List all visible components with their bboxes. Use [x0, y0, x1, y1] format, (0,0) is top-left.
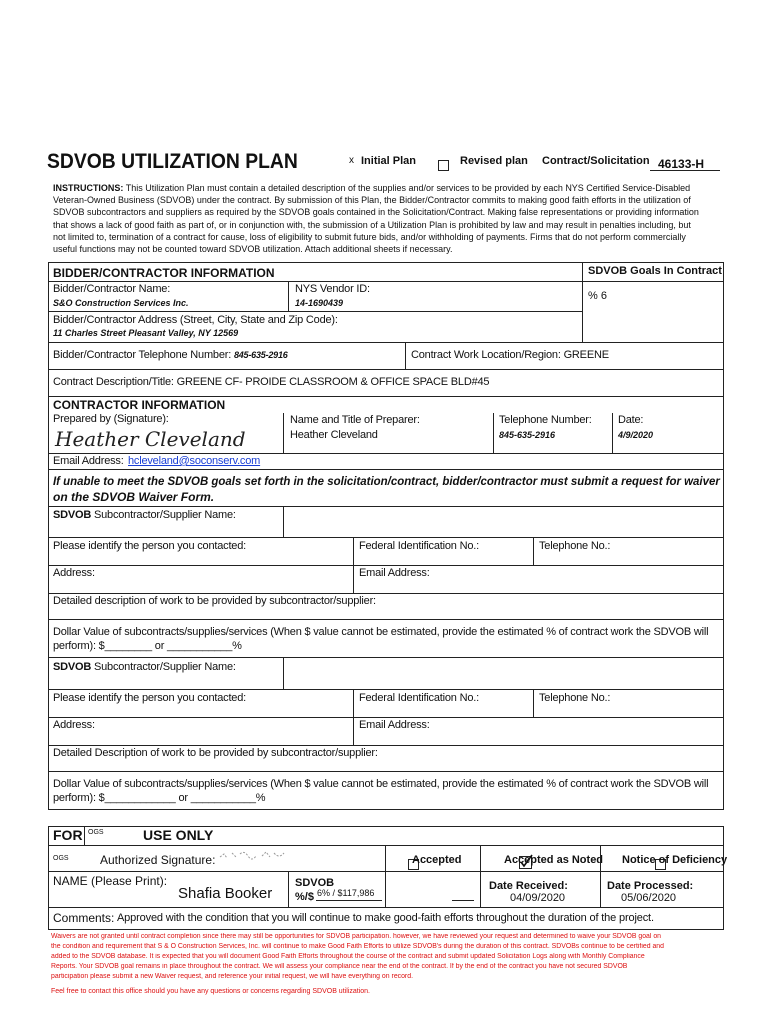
accepted-label: Accepted	[412, 854, 462, 866]
bidder-section-header: BIDDER/CONTRACTOR INFORMATION	[53, 266, 275, 280]
sub2-contacted-label: Please identify the person you contacted:	[53, 692, 246, 704]
contractor-phone-label: Telephone Number:	[499, 414, 592, 426]
sdvob-pct-value[interactable]: 6% / $117,986	[317, 888, 375, 898]
sdvob-goal-value[interactable]: % 6	[588, 290, 607, 302]
email-link[interactable]: hcleveland@soconserv.com	[128, 455, 261, 467]
sub1-fein-label: Federal Identification No.:	[359, 540, 479, 552]
revised-plan-checkbox[interactable]	[438, 160, 449, 171]
contractor-section-header: CONTRACTOR INFORMATION	[53, 398, 226, 412]
authorized-signature-label: Authorized Signature:	[100, 853, 216, 867]
sub1-phone-label: Telephone No.:	[539, 540, 611, 552]
contract-solicitation-label: Contract/Solicitation	[542, 155, 650, 167]
name-print-label: NAME (Please Print):	[53, 874, 168, 888]
sub2-email-label: Email Address:	[359, 719, 430, 731]
sub2-name-field[interactable]	[284, 658, 723, 688]
instructions-lead: INSTRUCTIONS:	[53, 183, 124, 193]
sub1-name-field[interactable]	[284, 507, 723, 537]
initial-plan-mark: x	[349, 155, 354, 166]
use-only-label: USE ONLY	[143, 827, 214, 843]
sub2-name-label: SDVOB Subcontractor/Supplier Name:	[53, 661, 236, 673]
vendor-id-label: NYS Vendor ID:	[295, 283, 370, 295]
sub2-work-label: Detailed Description of work to be provided by subcontractor/supplier:	[53, 747, 378, 759]
preparer-name-label: Name and Title of Preparer:	[290, 414, 420, 426]
work-location-value[interactable]: GREENE	[563, 349, 609, 361]
instructions-block: INSTRUCTIONS: This Utilization Plan must contain a detailed description of the supplies and/or services to be provided by each NYS Certified Service-Disabled Veteran-Owned Business (SDVOB) under the contract. By submission of this Plan, the Bidder/Contractor commits to making good faith efforts in the utilization of SDVOB subcontractors and suppliers as required by the SDVOB goals contained in the Solicitation/Contract. Making false representations or providing information that shows a lack of good faith as part of, or in conjunction with, the submission of a Utilization Plan is prohibited by law and may result in penalties including, but not limited to, termination of a contract for cause, loss of eligibility to submit future bids, and/or withholding of payments. Firms that do not perform commercially useful functions may not be counted toward SDVOB utilization. Attach additional sheets if necessary.	[53, 183, 699, 255]
bidder-phone-label: Bidder/Contractor Telephone Number: 845-635-2916	[53, 349, 288, 361]
work-location-label: Contract Work Location/Region: GREENE	[411, 349, 609, 361]
bidder-address-value[interactable]: 11 Charles Street Pleasant Valley, NY 12569	[53, 328, 239, 338]
sdvob-goals-header: SDVOB Goals In Contract	[588, 265, 722, 277]
authorized-signature-scribble	[218, 848, 288, 862]
preparer-signature: Heather Cleveland	[55, 427, 246, 451]
contract-number[interactable]: 46133-H	[658, 157, 705, 171]
comments-label: Comments:	[53, 911, 115, 925]
waiver-response-note: Waivers are not granted until contract completion since there may still be opportunities for SDVOB participation. however, we have reviewed your request and determined to waive your SDVOB goal on the condition and requirement that S & O Construction Services, Inc. will continue to make Good Faith Efforts to utilize SDVOB's during the duration of this contract. SDVOBs continue to be certified and added to the SDVOB database. It is expected that you will document Good Faith Efforts throughout the course of the contract and submit updated Solicitation Logs along with Monthly Compliance Reports. Your SDVOB goal remains in place throughout the contract. We will assess your compliance near the end of the contract. If by the end of the contract you have not secured SDVOB participation please submit a new Waiver request, and reference your initial request, we will have everything on record.	[51, 933, 664, 980]
sub1-contacted-label: Please identify the person you contacted:	[53, 540, 246, 552]
contract-description-value[interactable]: GREENE CF- PROIDE CLASSROOM & OFFICE SPACE BLD#45	[176, 376, 490, 388]
revised-plan-label: Revised plan	[460, 155, 528, 167]
date-processed-label: Date Processed:	[607, 880, 694, 892]
sub1-email-label: Email Address:	[359, 567, 430, 579]
for-label: FOR	[53, 827, 83, 843]
accepted-as-noted-label: Accepted as Noted	[504, 854, 604, 866]
initial-plan-label: Initial Plan	[361, 155, 417, 167]
contact-footer-note: Feel free to contact this office should you have any questions or concerns regarding SDVOB utilization.	[51, 988, 370, 995]
sub1-dollar-line-1: Dollar Value of subcontracts/supplies/services (When $ value cannot be estimated, provide the estimated % of contract work the SDVOB will	[53, 626, 709, 638]
sub1-address-label: Address:	[53, 567, 95, 579]
waiver-notice-line-1: If unable to meet the SDVOB goals set forth in the solicitation/contract, bidder/contractor must submit a request for waiver	[53, 474, 720, 488]
ogs-small-label-2: OGS	[53, 855, 69, 862]
date-received-label: Date Received:	[489, 880, 568, 892]
contract-description-label: Contract Description/Title: GREENE CF- PROIDE CLASSROOM & OFFICE SPACE BLD#45	[53, 376, 490, 388]
comments-value[interactable]: Approved with the condition that you will continue to make good-faith efforts throughout the duration of the project.	[117, 912, 654, 924]
waiver-notice-line-2: on the SDVOB Waiver Form.	[53, 490, 215, 504]
sub2-dollar-line-2[interactable]: perform): $____________ or ___________%	[53, 792, 266, 804]
email-label: Email Address:	[53, 455, 124, 467]
sdvob-pct-label: %/$	[295, 891, 314, 903]
sub2-fein-label: Federal Identification No.:	[359, 692, 479, 704]
sub2-phone-label: Telephone No.:	[539, 692, 611, 704]
bidder-phone-value[interactable]: 845-635-2916	[233, 350, 288, 360]
sub2-address-label: Address:	[53, 719, 95, 731]
bidder-name-label: Bidder/Contractor Name:	[53, 283, 171, 295]
sub2-dollar-line-1: Dollar Value of subcontracts/supplies/services (When $ value cannot be estimated, provide the estimated % of contract work the SDVOB will	[53, 778, 709, 790]
date-received-value[interactable]: 04/09/2020	[510, 892, 566, 904]
preparer-name-value[interactable]: Heather Cleveland	[290, 429, 378, 441]
bidder-address-label: Bidder/Contractor Address (Street, City, State and Zip Code):	[53, 314, 338, 326]
name-print-value[interactable]: Shafia Booker	[178, 885, 273, 902]
date-label: Date:	[618, 414, 644, 426]
date-value[interactable]: 4/9/2020	[618, 430, 654, 440]
bidder-name-value[interactable]: S&O Construction Services Inc.	[53, 298, 189, 308]
date-processed-value[interactable]: 05/06/2020	[621, 892, 677, 904]
sub1-work-label: Detailed description of work to be provided by subcontractor/supplier:	[53, 595, 376, 607]
notice-of-deficiency-label: Notice of Deficiency	[622, 854, 728, 866]
sub1-dollar-line-2[interactable]: perform): $________ or ___________%	[53, 640, 242, 652]
ogs-small-label: OGS	[88, 829, 104, 836]
sdvob-label: SDVOB	[295, 877, 335, 889]
form-title: SDVOB UTILIZATION PLAN	[47, 150, 298, 173]
vendor-id-value[interactable]: 14-1690439	[295, 298, 344, 308]
sub1-name-label: SDVOB Subcontractor/Supplier Name:	[53, 509, 236, 521]
contractor-phone-value[interactable]: 845-635-2916	[499, 430, 556, 440]
prepared-by-label: Prepared by (Signature):	[53, 413, 169, 425]
